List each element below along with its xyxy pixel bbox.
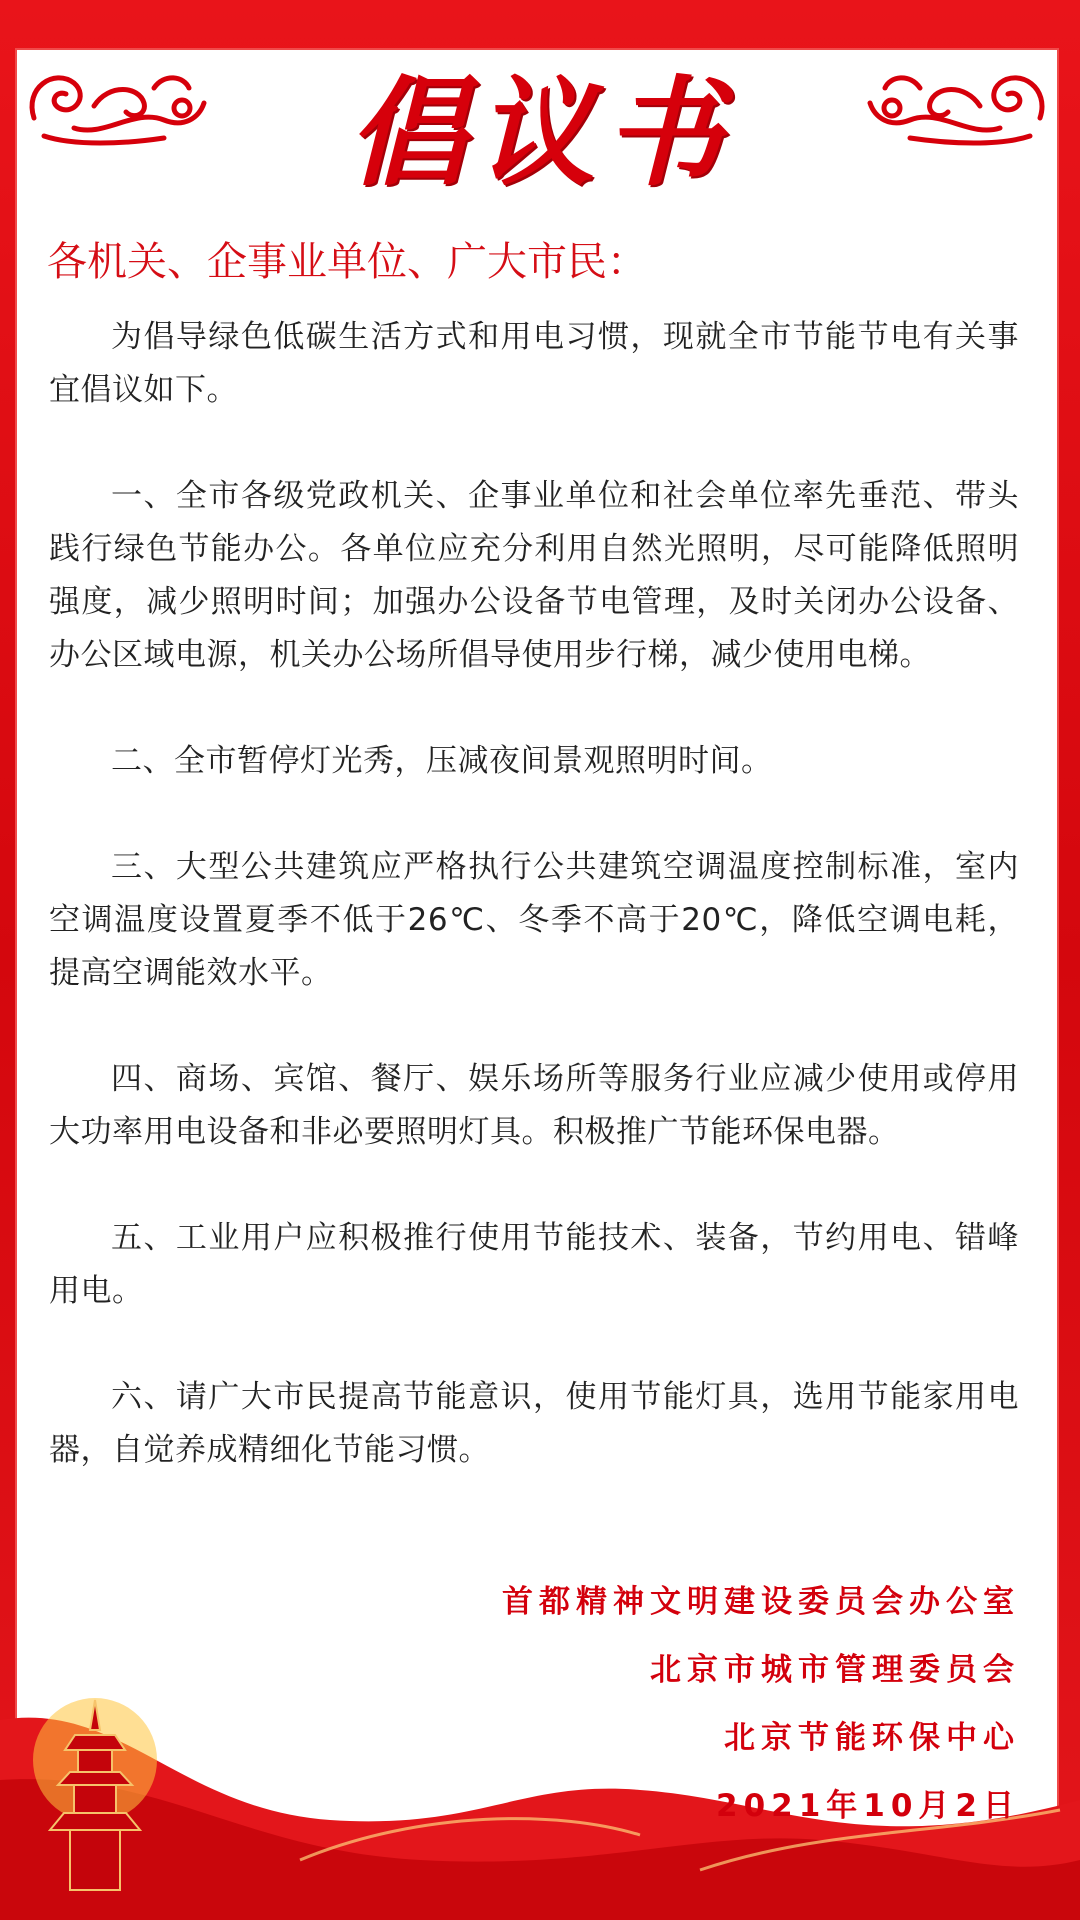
signature-org-3: 北京节能环保中心 xyxy=(724,1720,1020,1756)
signature-block xyxy=(502,1568,1020,1840)
item-5-paragraph: 五、工业用户应积极推行使用节能技术、装备，节约用电、错峰用电。 xyxy=(49,1220,1019,1309)
item-3-paragraph: 三、大型公共建筑应严格执行公共建筑空调温度控制标准，室内空调温度设置夏季不低于26℃、冬季不高于20℃，降低空调电耗，提高空调能效水平。 xyxy=(49,849,1019,991)
item-6-paragraph: 六、请广大市民提高节能意识，使用节能灯具，选用节能家用电器，自觉养成精细化节能习惯。 xyxy=(49,1379,1019,1468)
greeting: 各机关、企事业单位、广大市民： xyxy=(47,239,647,285)
item-1-paragraph: 一、全市各级党政机关、企事业单位和社会单位率先垂范、带头践行绿色节能办公。各单位应充分利用自然光照明，尽可能降低照明强度，减少照明时间；加强办公设备节电管理，及时关闭办公设备、办公区域电源，机关办公场所倡导使用步行梯，减少使用电梯。 xyxy=(49,478,1019,673)
intro-paragraph: 为倡导绿色低碳生活方式和用电习惯，现就全市节能节电有关事宜倡议如下。 xyxy=(49,319,1019,408)
item-4-paragraph: 四、商场、宾馆、餐厅、娱乐场所等服务行业应减少使用或停用大功率用电设备和非必要照明灯具。积极推广节能环保电器。 xyxy=(49,1061,1019,1150)
item-2-paragraph: 二、全市暂停灯光秀，压减夜间景观照明时间。 xyxy=(111,743,773,779)
signature-org-1: 首都精神文明建设委员会办公室 xyxy=(502,1584,1020,1620)
page-title: 倡议书 xyxy=(347,64,732,202)
proposal-body xyxy=(49,311,1019,1477)
signature-date: 2021年10月2日 xyxy=(716,1788,1020,1824)
signature-org-2: 北京市城市管理委员会 xyxy=(650,1652,1020,1688)
